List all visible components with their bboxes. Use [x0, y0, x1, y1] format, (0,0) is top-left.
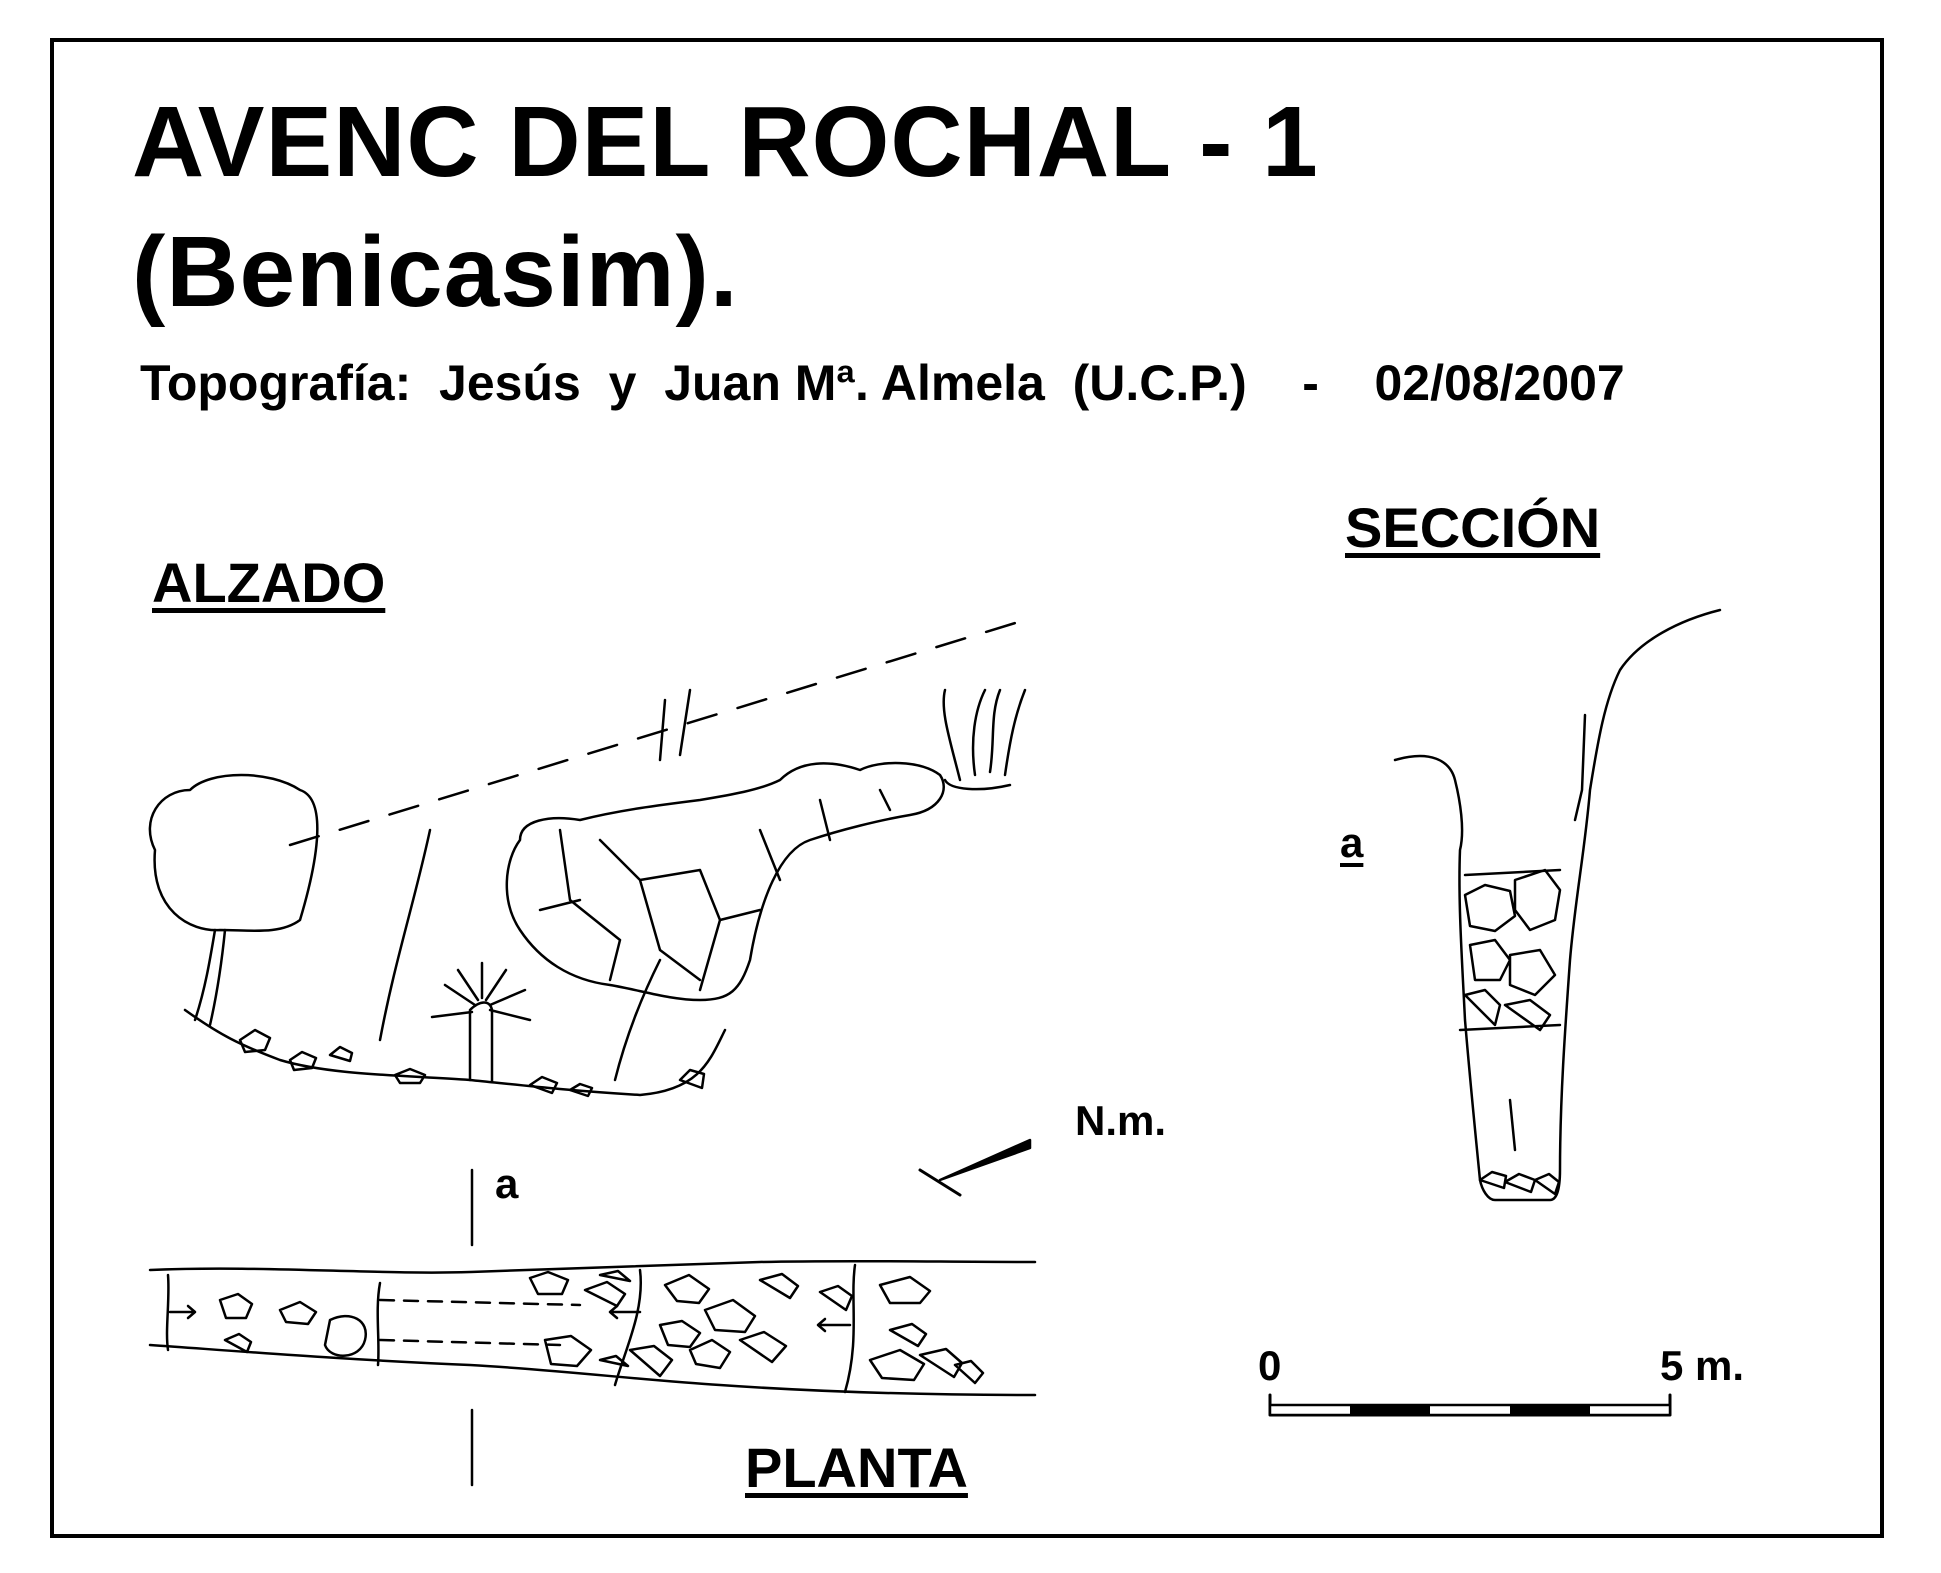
- ground-line: [185, 1010, 725, 1095]
- alzado-label: ALZADO: [152, 551, 386, 614]
- tree-canopy-icon: [150, 775, 317, 931]
- scale-bar: [1270, 1395, 1670, 1415]
- plan-wall-north: [150, 1261, 1035, 1272]
- tree-trunk-icon: [195, 930, 225, 1025]
- planta-drawing: [150, 1170, 1035, 1485]
- boulder-mass: [507, 763, 944, 1000]
- section-inner-line: [1575, 715, 1585, 820]
- section-crack: [1510, 1100, 1515, 1150]
- boulder-joints: [540, 790, 890, 990]
- section-blocks: [1465, 870, 1560, 1030]
- survey-credits: Topografía: Jesús y Juan Mª. Almela (U.C.P.) - 02/08/2007: [140, 355, 1625, 411]
- scale-end-label: 5 m.: [1660, 1342, 1745, 1389]
- slope-dashed-line: [290, 620, 1025, 845]
- plan-cross-sections: [167, 1265, 855, 1392]
- plan-blocks: [220, 1271, 983, 1383]
- plan-flow-arrow-1: [170, 1306, 195, 1318]
- scale-start-label: 0: [1258, 1342, 1282, 1389]
- section-marker-label: a: [1340, 819, 1364, 866]
- north-label: N.m.: [1075, 1097, 1167, 1144]
- rock-crack-lines: [380, 690, 690, 1080]
- seccion-label: SECCIÓN: [1345, 496, 1601, 559]
- seccion-drawing: [1395, 610, 1720, 1200]
- grass-tuft-icon: [944, 690, 1025, 789]
- north-arrow-icon: [920, 1140, 1030, 1195]
- section-floor-stones: [1480, 1172, 1559, 1194]
- plan-section-marker-label: a: [495, 1160, 519, 1207]
- plan-flow-arrow-3: [818, 1319, 850, 1331]
- palm-trunk-icon: [470, 1003, 492, 1083]
- palm-fronds-icon: [432, 963, 530, 1020]
- survey-title: AVENC DEL ROCHAL - 1: [132, 86, 1319, 198]
- ground-stones: [240, 1030, 704, 1096]
- planta-label: PLANTA: [745, 1436, 968, 1499]
- alzado-drawing: [150, 620, 1025, 1096]
- survey-location: (Benicasim).: [132, 216, 739, 328]
